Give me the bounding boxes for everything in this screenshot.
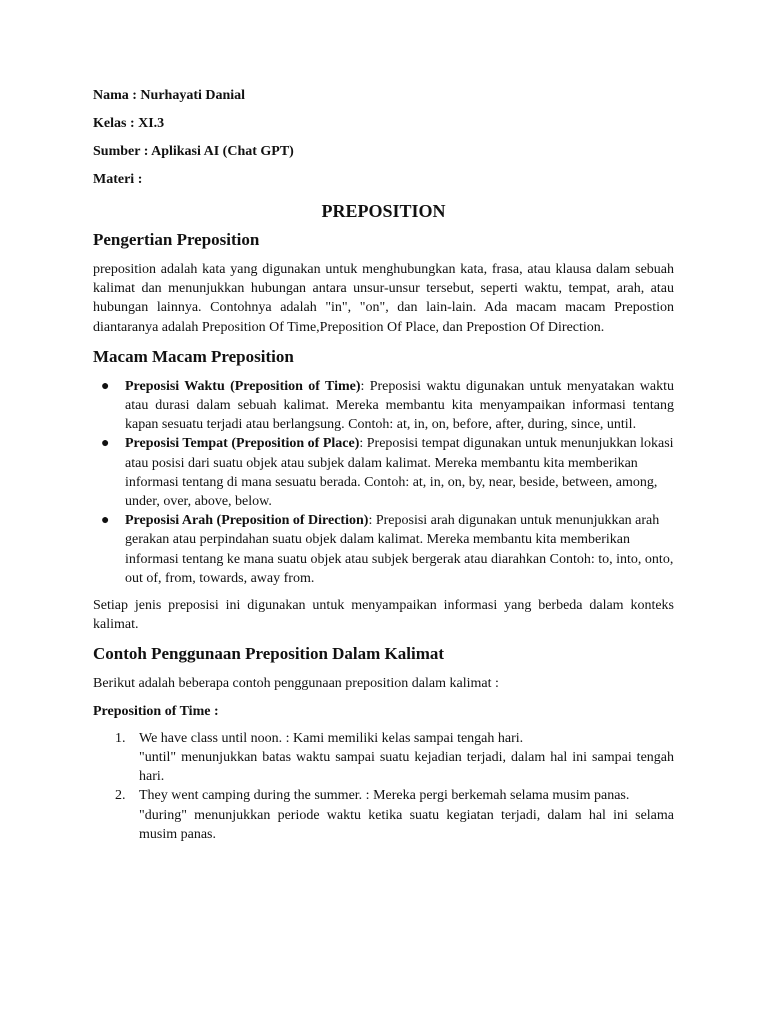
section-heading-contoh: Contoh Penggunaan Preposition Dalam Kalimat (93, 644, 445, 664)
meta-kelas: Kelas : XI.3 (93, 116, 165, 131)
meta-nama: Nama : Nurhayati Danial (93, 88, 246, 103)
document-content (93, 86, 674, 844)
list-item-text: : Preposisi waktu digunakan untuk menyatakan waktu atau durasi dalam sebuah kalimat. Mereka membantu kita menyampaikan informasi tentang kapan sesuatu terjadi atau berlangsung. Contoh: at, in, on, before, after, during, since, until. (125, 378, 675, 433)
list-item (93, 377, 674, 435)
bullet-icon: ● (101, 513, 110, 529)
list-item-term: Preposisi Waktu (Preposition of Time) (125, 378, 361, 394)
document-title: PREPOSITION (321, 201, 446, 221)
section-heading-macam: Macam Macam Preposition (93, 346, 294, 366)
list-item-text: : Preposisi tempat digunakan untuk menunjukkan lokasi atau posisi dari suatu objek atau subjek dalam kalimat. Mereka membantu kita memberikan informasi tentang di mana sesuatu berada. Contoh: at, in, on, by, near, beside, between, among, under, over, above, below. (125, 436, 674, 510)
example-explanation: "until" menunjukkan batas waktu sampai suatu kejadian terjadi, dalam hal ini sampai tengah hari. (139, 750, 674, 785)
list-item (93, 786, 674, 844)
section-heading-pengertian: Pengertian Preposition (93, 230, 260, 249)
list-number: 2. (115, 788, 126, 804)
meta-sumber: Sumber : Aplikasi AI (Chat GPT) (93, 144, 294, 159)
example-explanation: "during" menunjukkan periode waktu ketika suatu kegiatan terjadi, dalam hal ini selama musim panas. (139, 807, 674, 842)
list-item (93, 729, 674, 787)
list-item (93, 434, 674, 511)
list-item-text: : Preposisi arah digunakan untuk menunjukkan arah gerakan atau perpindahan suatu objek dalam kalimat. Mereka membantu kita memberikan informasi tentang ke mana suatu objek atau subjek bergerak atau diarahkan Contoh: to, into, onto, out of, from, towards, away from. (125, 513, 674, 586)
bullet-icon: ● (101, 378, 110, 394)
definition-paragraph: preposition adalah kata yang digunakan untuk menghubungkan kata, frasa, atau klausa dalam sebuah kalimat dan menunjukkan hubungan antara unsur-unsur tersebut, seperti waktu, tempat, arah, atau hubungan lainnya. Contohnya adalah "in", "on", dan lain-lain. Ada macam macam Prepostion diantaranya adalah Preposition Of Time,Preposition Of Place, dan Prepostion Of Direction. (93, 262, 674, 335)
examples-intro: Berikut adalah beberapa contoh penggunaan preposition dalam kalimat : (93, 676, 499, 692)
list-item (93, 511, 674, 588)
list-item-term: Preposisi Tempat (Preposition of Place) (125, 436, 360, 452)
examples-list (93, 729, 674, 844)
closing-paragraph: Setiap jenis preposisi ini digunakan untuk menyampaikan informasi yang berbeda dalam konteks kalimat. (93, 598, 674, 633)
example-sentence: We have class until noon. : Kami memiliki kelas sampai tengah hari. (139, 730, 524, 746)
example-sentence: They went camping during the summer. : Mereka pergi berkemah selama musim panas. (139, 788, 630, 804)
meta-materi: Materi : (93, 172, 143, 187)
list-number: 1. (115, 730, 126, 746)
examples-subheading (93, 702, 674, 721)
subheading-text: Preposition of Time : (93, 703, 219, 719)
preposition-types-list (93, 377, 674, 588)
bullet-icon: ● (101, 436, 110, 452)
list-item-term: Preposisi Arah (Preposition of Direction) (125, 513, 369, 529)
